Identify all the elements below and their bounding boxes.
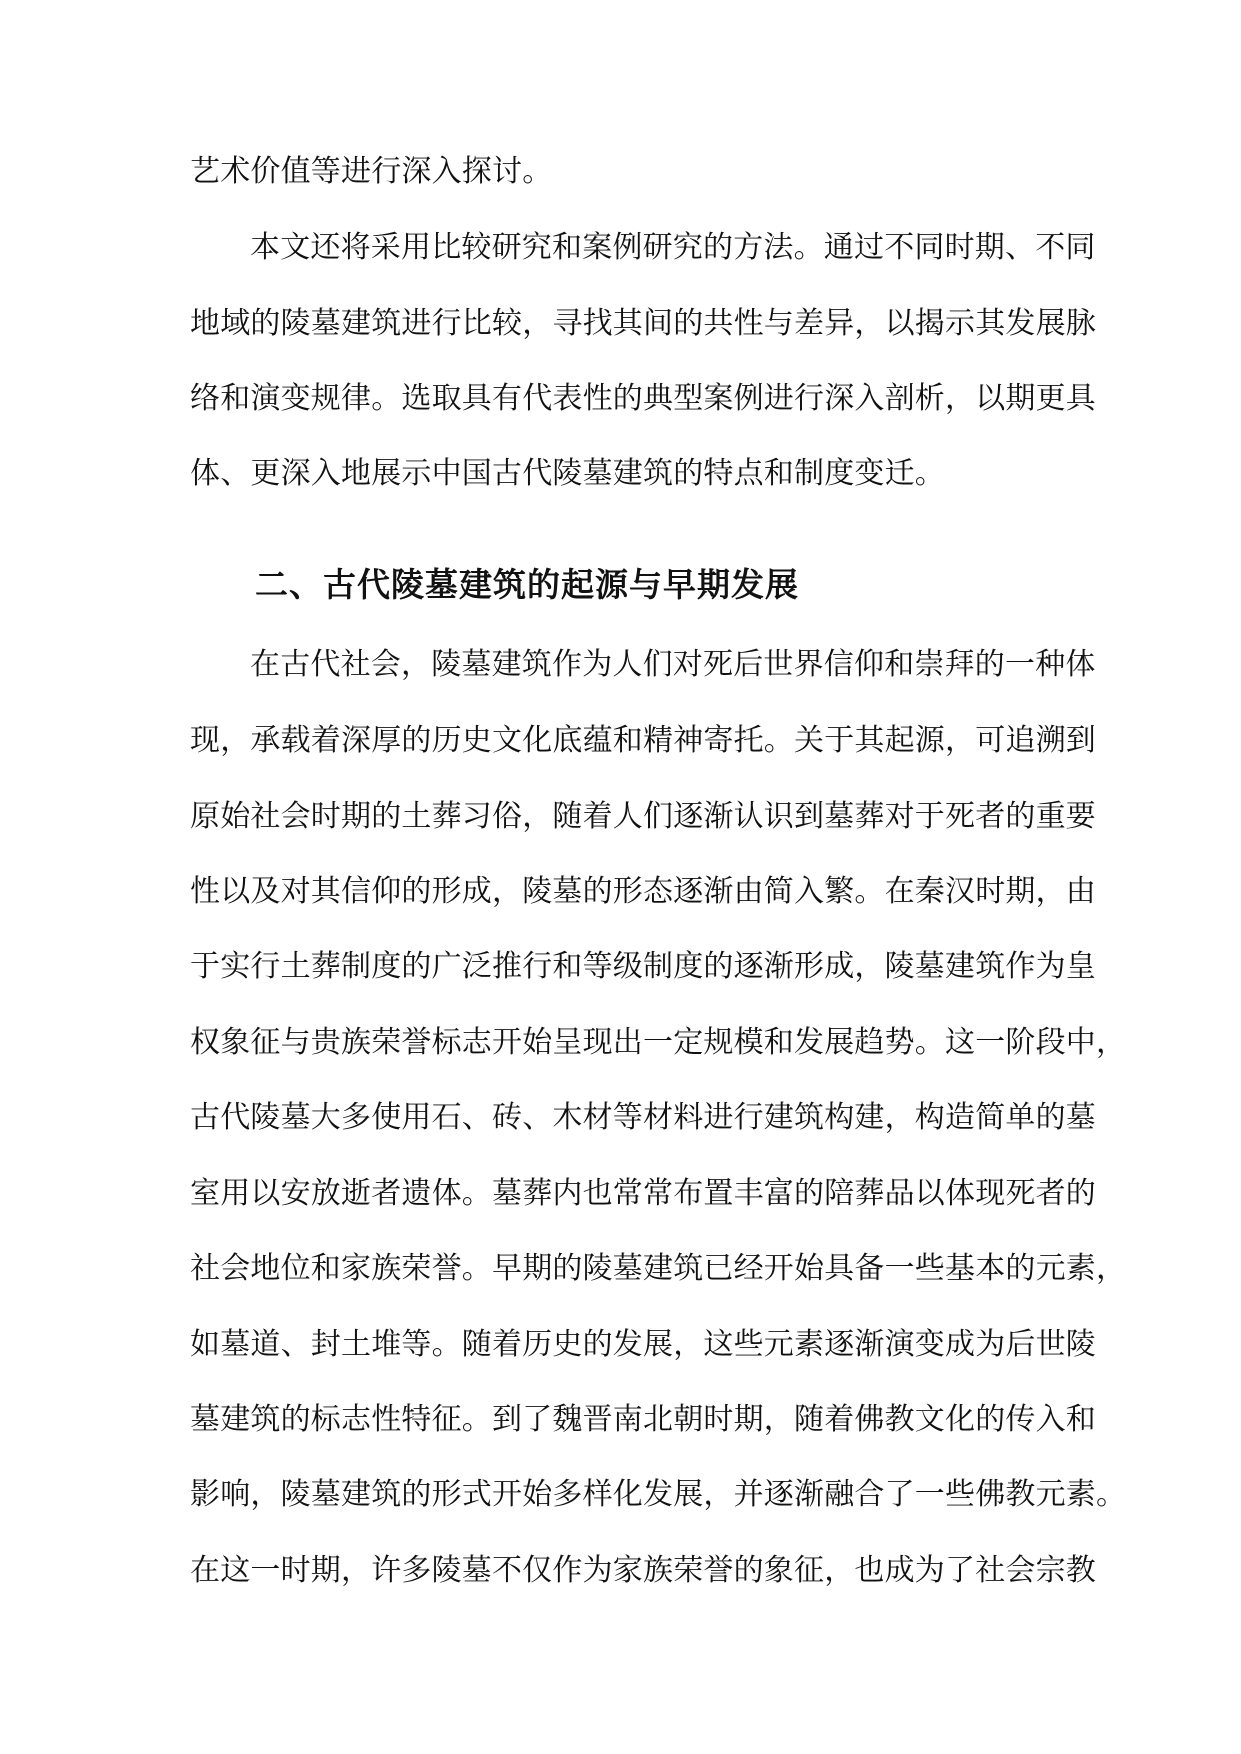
paragraph-line: 原始社会时期的土葬习俗，随着人们逐渐认识到墓葬对于死者的重要 xyxy=(190,799,1096,834)
paragraph-line: 艺术价值等进行深入探讨。 xyxy=(190,154,553,189)
paragraph-line: 在古代社会，陵墓建筑作为人们对死后世界信仰和崇拜的一种体 xyxy=(250,647,1096,682)
paragraph-line: 权象征与贵族荣誉标志开始呈现出一定规模和发展趋势。这一阶段中， xyxy=(190,1025,1127,1060)
paragraph-line: 古代陵墓大多使用石、砖、木材等材料进行建筑构建，构造简单的墓 xyxy=(190,1100,1096,1135)
paragraph-line: 现，承载着深厚的历史文化底蕴和精神寄托。关于其起源，可追溯到 xyxy=(190,723,1096,758)
section-heading: 二、古代陵墓建筑的起源与早期发展 xyxy=(255,565,799,604)
paragraph-line: 室用以安放逝者遗体。墓葬内也常常布置丰富的陪葬品以体现死者的 xyxy=(190,1176,1096,1211)
paragraph-line: 影响，陵墓建筑的形式开始多样化发展，并逐渐融合了一些佛教元素。 xyxy=(190,1477,1127,1512)
paragraph-line: 地域的陵墓建筑进行比较，寻找其间的共性与差异，以揭示其发展脉 xyxy=(190,306,1096,341)
paragraph-line: 在这一时期，许多陵墓不仅作为家族荣誉的象征，也成为了社会宗教 xyxy=(190,1553,1096,1588)
paragraph-line: 络和演变规律。选取具有代表性的典型案例进行深入剖析，以期更具 xyxy=(190,381,1096,416)
paragraph-line: 社会地位和家族荣誉。早期的陵墓建筑已经开始具备一些基本的元素， xyxy=(190,1251,1127,1286)
paragraph-line: 本文还将采用比较研究和案例研究的方法。通过不同时期、不同 xyxy=(250,230,1096,265)
paragraph-line: 如墓道、封土堆等。随着历史的发展，这些元素逐渐演变成为后世陵 xyxy=(190,1327,1096,1362)
paragraph-line: 体、更深入地展示中国古代陵墓建筑的特点和制度变迁。 xyxy=(190,456,945,491)
paragraph-line: 于实行土葬制度的广泛推行和等级制度的逐渐形成，陵墓建筑作为皇 xyxy=(190,949,1096,984)
paragraph-line: 墓建筑的标志性特征。到了魏晋南北朝时期，随着佛教文化的传入和 xyxy=(190,1402,1096,1437)
paragraph-line: 性以及对其信仰的形成，陵墓的形态逐渐由简入繁。在秦汉时期，由 xyxy=(190,874,1096,909)
